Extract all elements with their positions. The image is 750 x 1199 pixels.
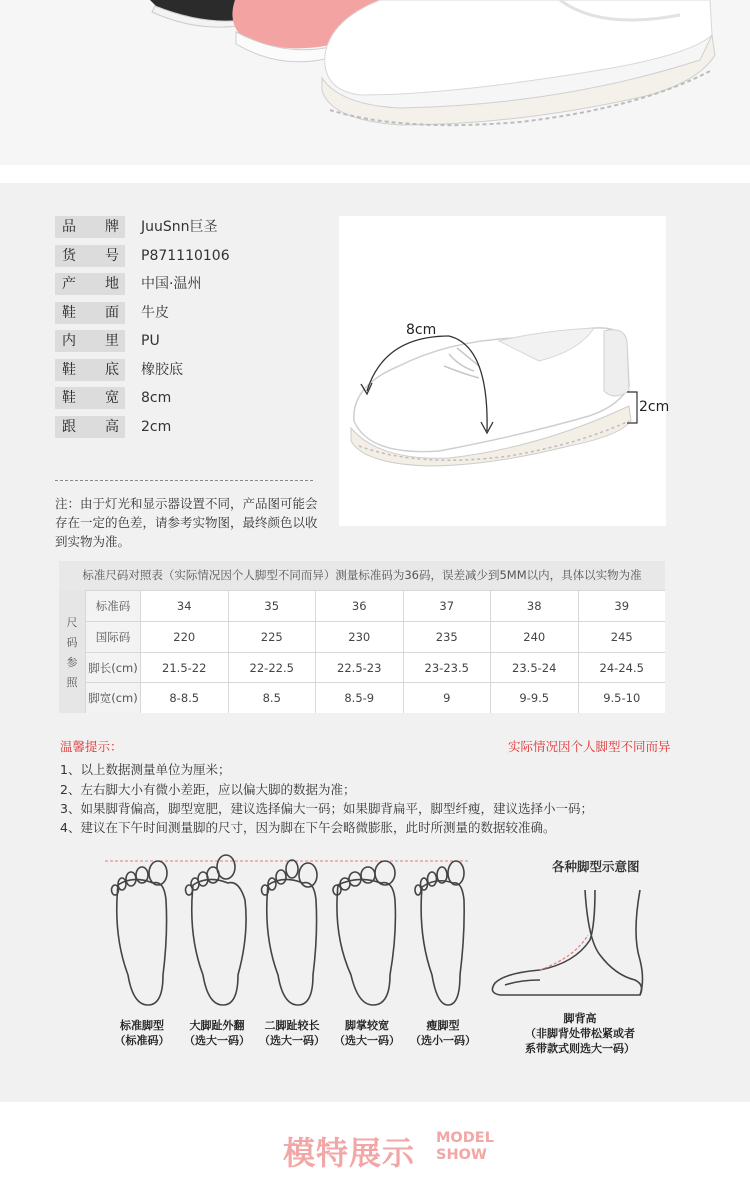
- spec-key: [55, 302, 125, 324]
- spec-row-heel: [55, 416, 325, 438]
- size-cell: 24-24.5: [578, 652, 666, 683]
- dashed-divider: [55, 480, 313, 481]
- spec-key: [55, 359, 125, 381]
- size-row-label: 脚宽(cm): [85, 682, 140, 713]
- size-cell: 8-8.5: [140, 682, 228, 713]
- model-show-title: 模特展示: [283, 1134, 416, 1172]
- size-cell: 9.5-10: [578, 682, 666, 713]
- spec-key-char: 跟: [62, 419, 76, 435]
- spec-value: P871110106: [141, 248, 230, 264]
- spec-key: [55, 387, 125, 409]
- side-label-char: 码: [66, 636, 78, 649]
- foot-arch-side-icon: [492, 890, 642, 995]
- size-cell: 240: [490, 621, 578, 652]
- size-chart-title: 标准尺码对照表（实际情况因个人脚型不同而异）测量标准码为36码，误差减少到5MM以内，具体以实物为准: [59, 561, 665, 590]
- model-show-en-line: SHOW: [436, 1147, 487, 1163]
- tips-note-right: 实际情况因个人脚型不同而异: [508, 739, 671, 754]
- spec-key: [55, 245, 125, 267]
- size-cell: 34: [140, 590, 228, 621]
- size-cell: 39: [578, 590, 666, 621]
- spec-key-char: 底: [105, 362, 119, 378]
- foot-diagram-title: 各种脚型示意图: [552, 859, 640, 874]
- product-photo: [339, 216, 670, 526]
- spec-key: [55, 416, 125, 438]
- foot-caption-advice: （选大一码）: [259, 1034, 325, 1047]
- spec-row-sole: [55, 359, 325, 381]
- size-cell: 220: [140, 621, 228, 652]
- spec-row-upper: [55, 302, 325, 324]
- spec-value: 2cm: [141, 419, 172, 435]
- size-side-label: [59, 590, 85, 713]
- spec-key: [55, 330, 125, 352]
- model-show-subtitle: [436, 1130, 494, 1164]
- tip-item: 4、建议在下午时间测量脚的尺寸，因为脚在下午会略微膨胀，此时所测量的数据较准确。: [60, 820, 556, 835]
- foot-caption-name: 脚掌较宽: [345, 1019, 389, 1032]
- foot-standard-icon: [112, 861, 168, 1005]
- arch-caption: [500, 1011, 660, 1056]
- size-cell: 9-9.5: [490, 682, 578, 713]
- spec-key-char: 货: [62, 248, 76, 264]
- arch-height-line: [540, 935, 588, 970]
- white-shoe-illustration: [339, 216, 666, 526]
- foot-wide-icon: [333, 861, 395, 1005]
- model-show-en-line: MODEL: [436, 1130, 494, 1146]
- foot-caption-name: 大脚趾外翻: [189, 1019, 245, 1032]
- foot-caption-name: 瘦脚型: [426, 1019, 460, 1032]
- shoes-illustration: [0, 0, 750, 165]
- foot-caption-advice: （选小一码）: [410, 1034, 476, 1047]
- tip-item: 1、以上数据测量单位为厘米；: [60, 762, 231, 777]
- spec-key-char: 里: [105, 333, 119, 349]
- spec-row-brand: [55, 216, 325, 238]
- spec-value: JuuSnn巨圣: [141, 219, 218, 235]
- size-cell: 37: [403, 590, 491, 621]
- spec-row-origin: [55, 273, 325, 295]
- foot-caption-slim: [398, 1018, 488, 1048]
- spec-key-char: 鞋: [62, 362, 76, 378]
- foot-caption-advice: （标准码）: [114, 1034, 170, 1047]
- spec-value: 橡胶底: [141, 362, 183, 378]
- spec-key-char: 牌: [105, 219, 119, 235]
- spec-value: 中国·温州: [141, 276, 202, 292]
- foot-long-second-toe-icon: [262, 860, 318, 1005]
- tip-item: 2、左右脚大小有微小差距，应以偏大脚的数据为准；: [60, 782, 356, 797]
- spec-key-char: 面: [105, 305, 119, 321]
- color-note: 注：由于灯光和显示器设置不同，产品图可能会存在一定的色差，请参考实物图，最终颜色以收到实物为准。: [55, 496, 318, 549]
- spec-row-item-number: [55, 245, 325, 267]
- foot-bunion-icon: [186, 855, 247, 1005]
- spec-key: [55, 216, 125, 238]
- arch-caption-line: 系带款式则选大一码）: [525, 1042, 635, 1055]
- spec-key-char: 鞋: [62, 305, 76, 321]
- spec-key-char: 宽: [105, 390, 119, 406]
- section-divider: [0, 165, 750, 183]
- spec-key-char: 产: [62, 276, 76, 292]
- arch-caption-title: 脚背高: [563, 1012, 597, 1025]
- size-row-label: 脚长(cm): [85, 652, 140, 683]
- size-cell: 8.5-9: [315, 682, 403, 713]
- spec-value: 牛皮: [141, 305, 169, 321]
- size-row-label: 国际码: [85, 621, 140, 652]
- spec-key-char: 品: [62, 219, 76, 235]
- spec-value: 8cm: [141, 390, 172, 406]
- size-cell: 22.5-23: [315, 652, 403, 683]
- spec-key-char: 地: [105, 276, 119, 292]
- spec-row-lining: [55, 330, 325, 352]
- spec-key-char: 内: [62, 333, 76, 349]
- size-cell: 8.5: [228, 682, 316, 713]
- side-label-char: 照: [66, 676, 78, 689]
- height-measure-label: 2cm: [639, 399, 670, 415]
- size-cell: 23.5-24: [490, 652, 578, 683]
- size-cell: 21.5-22: [140, 652, 228, 683]
- size-cell: 23-23.5: [403, 652, 491, 683]
- foot-caption-advice: （选大一码）: [334, 1034, 400, 1047]
- spec-key: [55, 273, 125, 295]
- hero-shoes-image: [0, 0, 750, 165]
- size-cell: 38: [490, 590, 578, 621]
- foot-caption-name: 标准脚型: [120, 1019, 164, 1032]
- foot-caption-advice: （选大一码）: [184, 1034, 250, 1047]
- tip-item: 3、如果脚背偏高，脚型宽肥，建议选择偏大一码；如果脚背扁平，脚型纤瘦，建议选择小一码；: [60, 801, 593, 816]
- size-row-label: 标准码: [85, 590, 140, 621]
- width-measure-label: 8cm: [406, 322, 437, 338]
- side-label-char: 参: [66, 656, 78, 669]
- spec-key-char: 鞋: [62, 390, 76, 406]
- tips-title: 温馨提示：: [60, 739, 123, 754]
- size-cell: 36: [315, 590, 403, 621]
- spec-value: PU: [141, 333, 160, 349]
- size-cell: 22-22.5: [228, 652, 316, 683]
- foot-slim-icon: [415, 861, 464, 1005]
- spec-row-width: [55, 387, 325, 409]
- size-cell: 35: [228, 590, 316, 621]
- spec-key-char: 号: [105, 248, 119, 264]
- spec-key-char: 高: [105, 419, 119, 435]
- size-cell: 9: [403, 682, 491, 713]
- arch-caption-line: （非脚背处带松紧或者: [525, 1027, 635, 1040]
- size-cell: 225: [228, 621, 316, 652]
- size-cell: 245: [578, 621, 666, 652]
- size-cell: 230: [315, 621, 403, 652]
- size-cell: 235: [403, 621, 491, 652]
- foot-caption-name: 二脚趾较长: [264, 1019, 320, 1032]
- side-label-char: 尺: [66, 616, 78, 629]
